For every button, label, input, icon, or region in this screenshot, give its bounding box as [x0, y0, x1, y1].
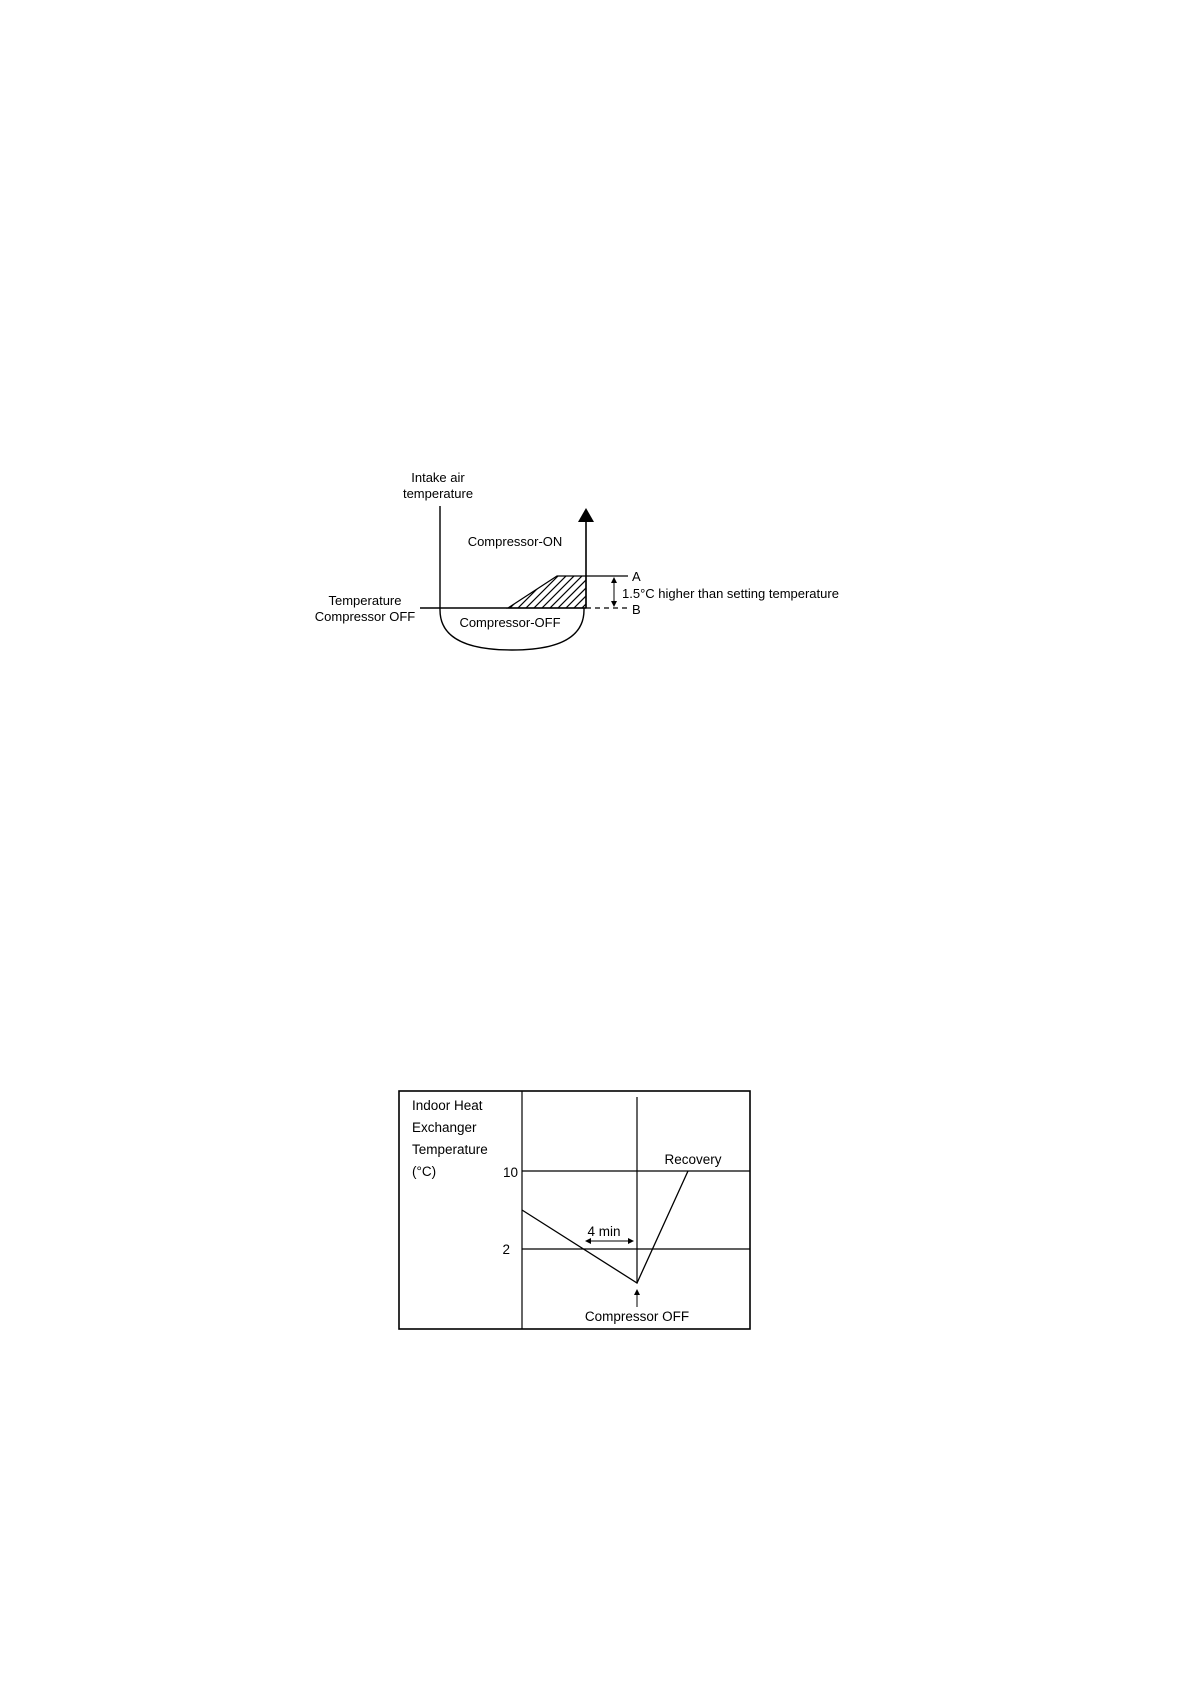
duration-arrow-right-icon	[628, 1238, 634, 1244]
tick-10-label: 10	[502, 1165, 518, 1180]
compressor-off-pointer-icon	[634, 1289, 640, 1295]
y-label-line3: Temperature	[412, 1142, 488, 1157]
y-label-line1: Indoor Heat	[412, 1098, 483, 1113]
tick-2-label: 2	[502, 1242, 510, 1257]
y-label-line4: (°C)	[412, 1164, 437, 1179]
y-label-line2: Exchanger	[412, 1120, 477, 1135]
recovery-label: Recovery	[664, 1152, 722, 1167]
compressor-on-label: Compressor-ON	[467, 534, 563, 549]
gap-arrow-up-icon	[611, 577, 617, 583]
compressor-cycle-diagram	[315, 470, 839, 650]
heat-exchanger-diagram	[399, 1091, 750, 1329]
arrow-up-icon	[578, 508, 594, 522]
intake-air-label-line2: temperature	[402, 486, 474, 501]
gap-description-label: 1.5°C higher than setting temperature	[622, 586, 839, 601]
hatched-region-fill	[500, 570, 620, 618]
point-b-label: B	[632, 602, 641, 617]
duration-label: 4 min	[587, 1224, 621, 1239]
compressor-off-label: Compressor OFF	[584, 1309, 690, 1324]
compressor-off-label: Compressor-OFF	[459, 615, 561, 630]
gap-arrow-down-icon	[611, 601, 617, 607]
temperature-off-label-line1: Temperature	[328, 593, 402, 608]
point-a-label: A	[632, 569, 641, 584]
temperature-off-label-line2: Compressor OFF	[314, 609, 416, 624]
intake-air-label-line1: Intake air	[411, 470, 465, 485]
